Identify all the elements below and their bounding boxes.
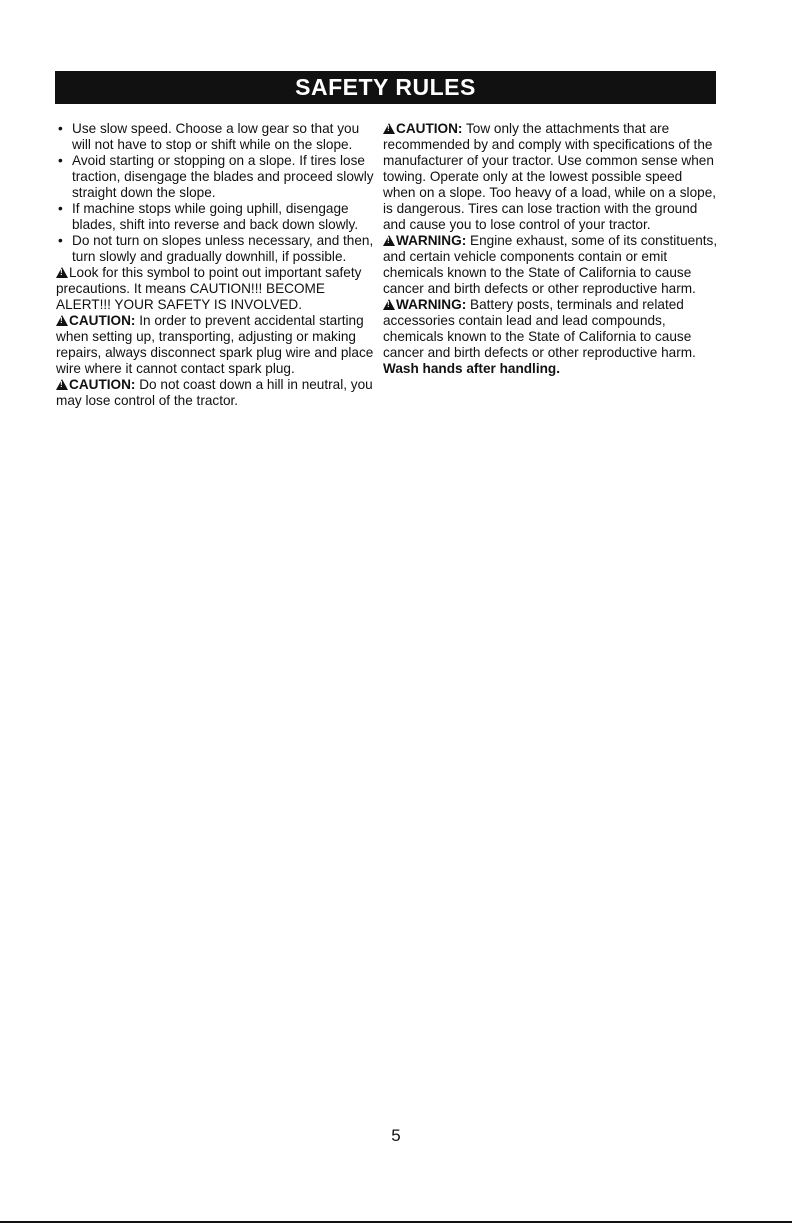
warning-label: WARNING: [396,233,467,248]
safety-symbol-note [56,265,374,313]
caution-label: CAUTION: [69,313,136,328]
caution-coasting [56,377,374,409]
right-column [383,121,718,377]
warning-triangle-icon [56,379,68,390]
caution-text: In order to prevent accidental starting when setting up, transporting, adjusting or making repairs, always disconnect spark plug wire and place wire where it cannot contact spark plug. [56,313,374,376]
warning-text: Battery posts, terminals and related accessories contain lead and lead compounds, chemicals known to the State of California to cause cancer and birth defects or other reproductive harm. [383,297,696,360]
caution-label: CAUTION: [69,377,136,392]
bullet-item: • Avoid starting or stopping on a slope. If tires lose traction, disengage the blades and proceed slowly straight down the slope. [56,153,374,201]
safety-symbol-note-text: Look for this symbol to point out important safety precautions. It means CAUTION!!! BECOME ALERT!!! YOUR SAFETY IS INVOLVED. [56,265,362,312]
section-title: SAFETY RULES [295,74,476,100]
caution-towing [383,121,718,233]
caution-text: Tow only the attachments that are recommended by and comply with specifications of the manufacturer of your tractor. Use common sense when towing. Operate only at the lowest possible speed when on a slope. Too heavy of a load, while on a slope, is dangerous. Tires can lose traction with the ground and cause you to lose control of your tractor. [383,121,717,232]
warning-triangle-icon [56,267,68,278]
caution-spark-plug [56,313,374,377]
slope-bullet-list [56,121,374,265]
bullet-item: • Do not turn on slopes unless necessary, and then, turn slowly and gradually downhill, if possible. [56,233,374,265]
warning-triangle-icon [383,299,395,310]
bullet-item: • If machine stops while going uphill, disengage blades, shift into reverse and back down slowly. [56,201,374,233]
caution-label: CAUTION: [396,121,463,136]
wash-hands-emphasis: Wash hands after handling. [383,361,560,376]
bullet-item: • Use slow speed. Choose a low gear so that you will not have to stop or shift while on the slope. [56,121,374,153]
warning-engine-exhaust [383,233,718,297]
warning-text: Engine exhaust, some of its constituents, and certain vehicle components contain or emit chemicals known to the State of California to cause cancer and birth defects or other reproductive harm. [383,233,718,296]
warning-triangle-icon [56,315,68,326]
warning-battery-lead [383,297,718,377]
warning-triangle-icon [383,123,395,134]
left-column [56,121,374,409]
warning-triangle-icon [383,235,395,246]
page-bottom-rule [0,1221,792,1223]
warning-label: WARNING: [396,297,467,312]
page-number: 5 [391,1126,401,1145]
section-title-banner [55,71,716,104]
caution-text: Do not coast down a hill in neutral, you may lose control of the tractor. [56,377,373,408]
